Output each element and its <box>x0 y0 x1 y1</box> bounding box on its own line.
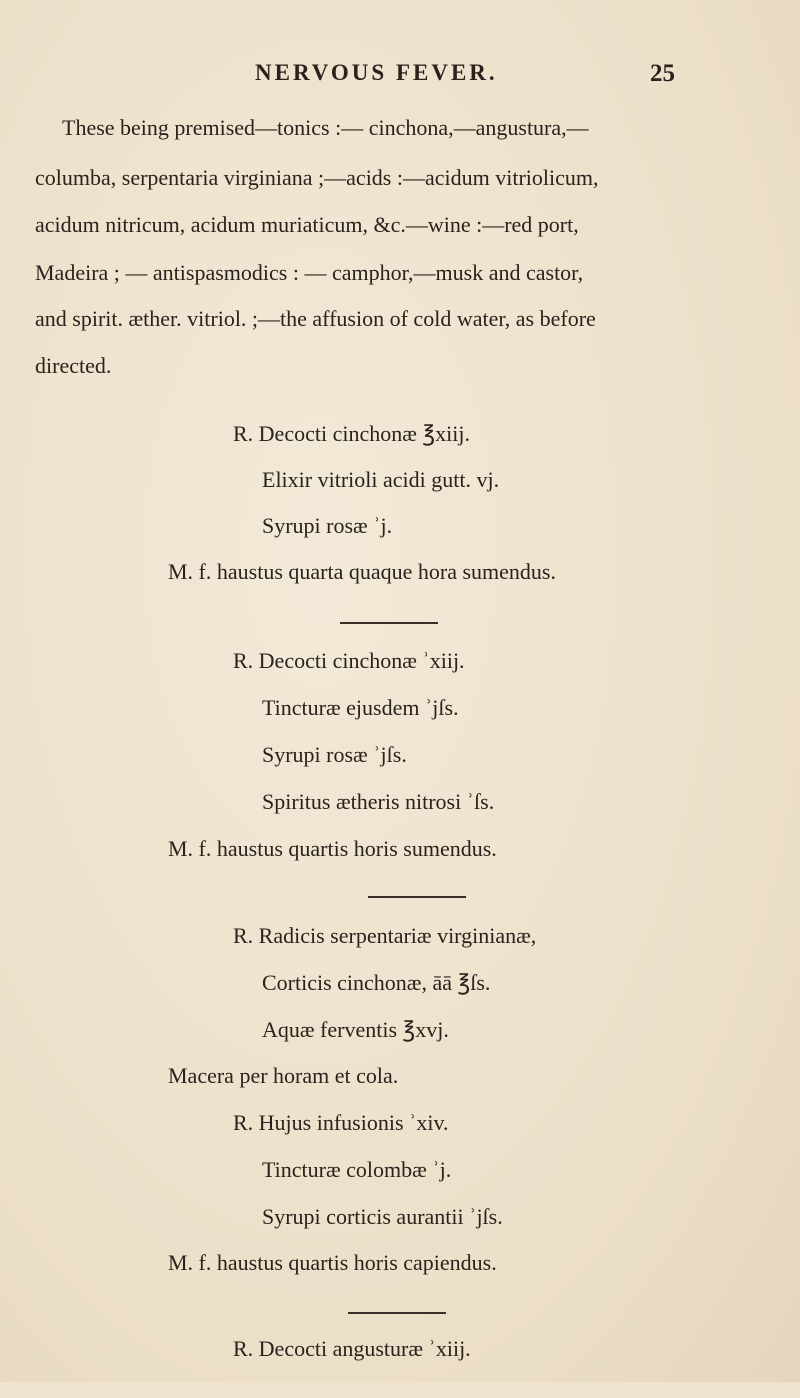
page-number: 25 <box>650 60 675 87</box>
section-divider <box>340 622 438 624</box>
intro-line: Madeira ; — antispasmodics : — camphor,—musk and castor, <box>35 260 584 285</box>
prescription-line: Spiritus ætheris nitrosi ʾſs. <box>262 789 495 814</box>
prescription-direction: Macera per horam et cola. <box>168 1063 399 1088</box>
prescription-line: Elixir vitrioli acidi gutt. vj. <box>262 467 500 492</box>
intro-line: acidum nitricum, acidum muriaticum, &c.—wine :—red port, <box>35 212 579 237</box>
prescription-line: R. Decocti angusturæ ʾxiij. <box>233 1336 471 1361</box>
prescription-line: Syrupi rosæ ʾj. <box>262 513 393 538</box>
prescription-line: Syrupi rosæ ʾjſs. <box>262 742 407 767</box>
prescription-line: Tincturæ colombæ ʾj. <box>262 1157 452 1182</box>
intro-line: directed. <box>35 353 112 378</box>
prescription-line: Syrupi corticis aurantii ʾjſs. <box>262 1204 503 1229</box>
prescription-line: Aquæ ferventis ℥xvj. <box>262 1017 449 1042</box>
section-divider <box>368 896 466 898</box>
prescription-direction: M. f. haustus quartis horis capiendus. <box>168 1250 497 1275</box>
prescription-line: Tincturæ ejusdem ʾjſs. <box>262 695 459 720</box>
prescription-line: R. Decocti cinchonæ ℥xiij. <box>233 421 470 446</box>
prescription-line: Corticis cinchonæ, āā ℥ſs. <box>262 970 491 995</box>
prescription-direction: M. f. haustus quartis horis sumendus. <box>168 836 497 861</box>
prescription-line: R. Radicis serpentariæ virginianæ, <box>233 923 537 948</box>
prescription-direction: M. f. haustus quarta quaque hora sumendus. <box>168 559 556 584</box>
running-header: NERVOUS FEVER. <box>255 60 498 85</box>
prescription-line: R. Decocti cinchonæ ʾxiij. <box>233 648 465 673</box>
intro-line: columba, serpentaria virginiana ;—acids :—acidum vitriolicum, <box>35 165 599 190</box>
section-divider <box>348 1312 446 1314</box>
prescription-line: R. Hujus infusionis ʾxiv. <box>233 1110 449 1135</box>
intro-line: These being premised—tonics :— cinchona,—angustura,— <box>62 115 589 140</box>
intro-line: and spirit. æther. vitriol. ;—the affusion of cold water, as before <box>35 306 596 331</box>
